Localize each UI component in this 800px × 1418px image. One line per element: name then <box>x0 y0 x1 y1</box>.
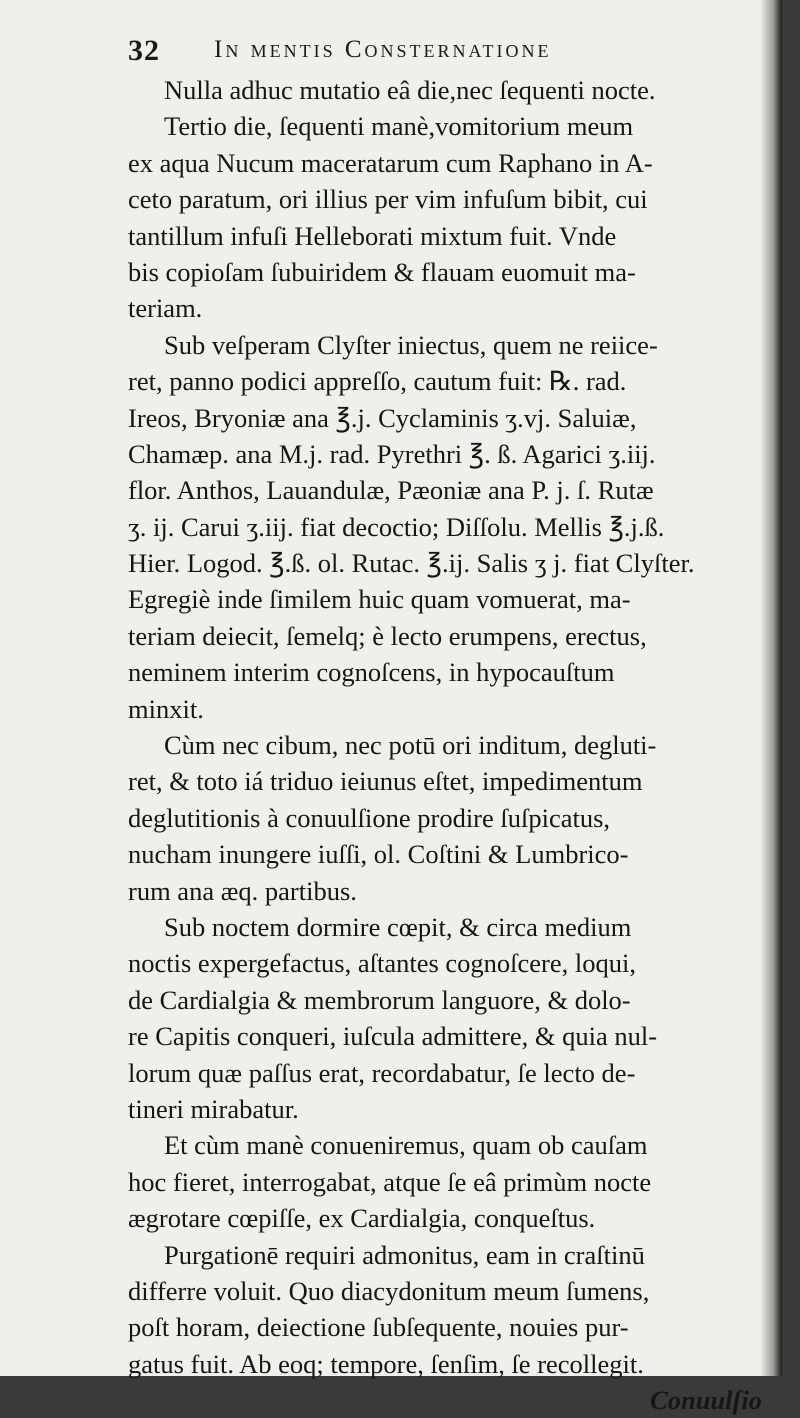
text-line: tantillum infuſi Helleborati mixtum fuit. Vnde <box>128 220 617 251</box>
text-line: ret, panno podici appreſſo, cautum fuit: ℞. rad. <box>128 366 627 397</box>
text-line: Cùm nec cibum, nec potū ori inditum, degluti- <box>164 730 657 761</box>
text-line: ret, & toto iá triduo ieiunus eſtet, impedimentum <box>128 766 643 797</box>
text-line: rum ana æq. partibus. <box>128 875 357 906</box>
text-line: poſt horam, deiectione ſubſequente, nouies pur- <box>128 1312 629 1343</box>
text-line: neminem interim cognoſcens, in hypocauſtum <box>128 657 615 688</box>
text-line: Sub veſperam Clyſter iniectus, quem ne reiice- <box>164 329 658 360</box>
text-line: Sub noctem dormire cœpit, & circa medium <box>164 911 632 942</box>
text-line: flor. Anthos, Lauandulæ, Pæoniæ ana P. j. ſ. Rutæ <box>128 475 654 506</box>
text-line: hoc fieret, interrogabat, atque ſe eâ primùm nocte <box>128 1166 652 1197</box>
text-line: Chamæp. ana M.j. rad. Pyrethri ℥. ß. Agarici ʒ.iij. <box>128 438 656 469</box>
text-line: ʒ. ij. Carui ʒ.iij. fiat decoctio; Diſſolu. Mellis ℥.j.ß. <box>128 511 665 542</box>
text-line: lorum quæ paſſus erat, recordabatur, ſe lecto de- <box>128 1057 636 1088</box>
text-line: bis copioſam ſubuiridem & flauam euomuit ma- <box>128 256 636 287</box>
page-edge-shadow <box>760 0 782 1376</box>
text-line: Nulla adhuc mutatio eâ die,nec ſequenti nocte. <box>164 75 656 105</box>
running-head: In mentis Consternatione <box>214 36 552 63</box>
text-line: Et cùm manè conueniremus, quam ob cauſam <box>164 1130 648 1161</box>
text-line: Ireos, Bryoniæ ana ℥.j. Cyclaminis ʒ.vj. Saluiæ, <box>128 402 637 433</box>
page-header <box>128 34 758 70</box>
text-line: teriam deiecit, ſemelq; è lecto erumpens, erectus, <box>128 620 647 651</box>
text-line: Egregiè inde ſimilem huic quam vomuerat, ma- <box>128 584 631 615</box>
text-line: gatus fuit. Ab eoq; tempore, ſenſim, ſe recollegit. <box>128 1348 644 1379</box>
text-line: teriam. <box>128 293 203 324</box>
text-line: ægrotare cœpiſſe, ex Cardialgia, conqueſtus. <box>128 1203 596 1234</box>
page-number: 32 <box>128 34 160 67</box>
text-line: nucham inungere iuſſi, ol. Coſtini & Lumbrico- <box>128 839 629 870</box>
text-line: de Cardialgia & membrorum languore, & dolo- <box>128 984 631 1015</box>
text-line: differre voluit. Quo diacydonitum meum ſumens, <box>128 1275 650 1306</box>
text-line: ex aqua Nucum maceratarum cum Raphano in A- <box>128 147 653 178</box>
body-text <box>128 72 762 1418</box>
text-line: tineri mirabatur. <box>128 1093 299 1124</box>
text-line: noctis expergefactus, aſtantes cognoſcere, loqui, <box>128 948 636 979</box>
text-line: minxit. <box>128 693 204 724</box>
text-line: deglutitionis à conuulſione prodire ſuſpicatus, <box>128 802 611 833</box>
catchword: Conuulſio <box>650 1385 762 1416</box>
text-line: ceto paratum, ori illius per vim infuſum bibit, cui <box>128 184 648 215</box>
text-line: Tertio die, ſequenti manè,vomitorium meum <box>164 111 634 142</box>
text-line: re Capitis conqueri, iuſcula admittere, & quia nul- <box>128 1021 658 1052</box>
text-line: Hier. Logod. ℥.ß. ol. Rutac. ℥.ij. Salis ʒ j. fiat Clyſter. <box>128 548 695 579</box>
text-line: Purgationē requiri admonitus, eam in craſtinū <box>164 1239 645 1270</box>
